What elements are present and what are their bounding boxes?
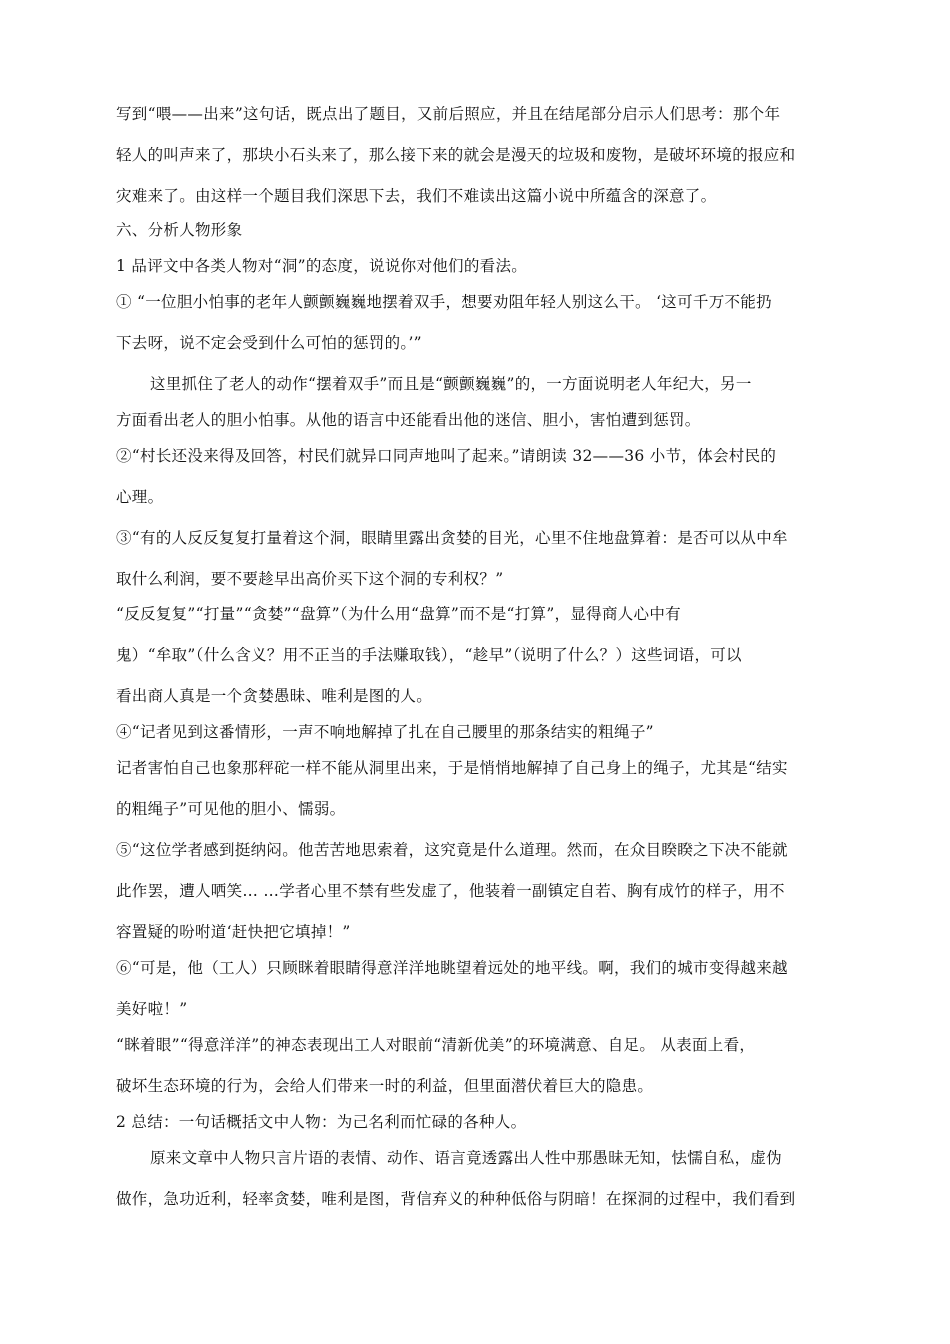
analysis-line: 方面看出老人的胆小怕事。从他的语言中还能看出他的迷信、胆小，害怕遭到惩罚。 [116, 411, 701, 429]
quote-line: 此作罢，遭人哂笑… …学者心里不禁有些发虚了，他装着一副镇定自若、胸有成竹的样子，用不 [116, 882, 785, 900]
analysis-line: “反反复复”“打量”“贪婪”“盘算”（为什么用“盘算”而不是“打算”，显得商人心中有 [116, 605, 681, 623]
quote-line: ②“村长还没来得及回答，村民们就异口同声地叫了起来。”请朗读 32——36 小节，体会村民的 [116, 447, 777, 465]
quote-line: ⑥“可是，他（工人）只顾眯着眼睛得意洋洋地眺望着远处的地平线。啊，我们的城市变得越来越 [116, 959, 788, 977]
quote-line: 美好啦！” [116, 1000, 188, 1018]
analysis-line: 记者害怕自己也象那秤砣一样不能从洞里出来，于是悄悄地解掉了自己身上的绳子，尤其是“结实 [116, 759, 788, 777]
section-heading: 六、分析人物形象 [116, 221, 243, 239]
quote-line: 取什么利润，要不要趁早出高价买下这个洞的专利权？” [116, 570, 504, 588]
quote-line: ① “一位胆小怕事的老年人颤颤巍巍地摆着双手，想要劝阻年轻人别这么干。 ‘这可千万不能扔 [116, 293, 772, 311]
analysis-line: 这里抓住了老人的动作“摆着双手”而且是“颤颤巍巍”的，一方面说明老人年纪大，另一 [150, 375, 752, 393]
summary-line: 2 总结：一句话概括文中人物：为己名利而忙碌的各种人。 [116, 1113, 527, 1131]
analysis-line: 鬼）“牟取”（什么含义？用不正当的手法赚取钱），“趁早”（说明了什么？）这些词语，可以 [116, 646, 742, 664]
quote-line: 容置疑的吩咐道‘赶快把它填掉！” [116, 923, 351, 941]
analysis-line: “眯着眼”“得意洋洋”的神态表现出工人对眼前“清新优美”的环境满意、自足。 从表面上看， [116, 1036, 756, 1054]
quote-line: ③“有的人反反复复打量着这个洞，眼睛里露出贪婪的目光，心里不住地盘算着：是否可以从中牟 [116, 529, 788, 547]
conclusion-line: 原来文章中人物只言片语的表情、动作、语言竟透露出人性中那愚昧无知，怯懦自私，虚伪 [150, 1149, 783, 1167]
text-line: 轻人的叫声来了，那块小石头来了，那么接下来的就会是漫天的垃圾和废物，是破坏环境的报应和 [116, 146, 796, 164]
question-line: 1 品评文中各类人物对“洞”的态度，说说你对他们的看法。 [116, 257, 528, 275]
text-line: 写到“喂——出来”这句话，既点出了题目，又前后照应，并且在结尾部分启示人们思考：那个年 [116, 105, 781, 123]
text-line: 灾难来了。由这样一个题目我们深思下去，我们不难读出这篇小说中所蕴含的深意了。 [116, 187, 717, 205]
analysis-line: 看出商人真是一个贪婪愚昧、唯利是图的人。 [116, 687, 433, 705]
quote-line: 心理。 [116, 488, 164, 506]
quote-line: ④“记者见到这番情形，一声不响地解掉了扎在自己腰里的那条结实的粗绳子” [116, 723, 654, 741]
analysis-line: 的粗绳子”可见他的胆小、懦弱。 [116, 800, 346, 818]
quote-line: 下去呀，说不定会受到什么可怕的惩罚的。’” [116, 334, 422, 352]
analysis-line: 破坏生态环境的行为，会给人们带来一时的利益，但里面潜伏着巨大的隐患。 [116, 1077, 654, 1095]
conclusion-line: 做作，急功近利，轻率贪婪，唯利是图，背信弃义的种种低俗与阴暗！在探洞的过程中，我们看到 [116, 1190, 796, 1208]
quote-line: ⑤“这位学者感到挺纳闷。他苦苦地思索着，这究竟是什么道理。然而，在众目睽睽之下决不能就 [116, 841, 788, 859]
